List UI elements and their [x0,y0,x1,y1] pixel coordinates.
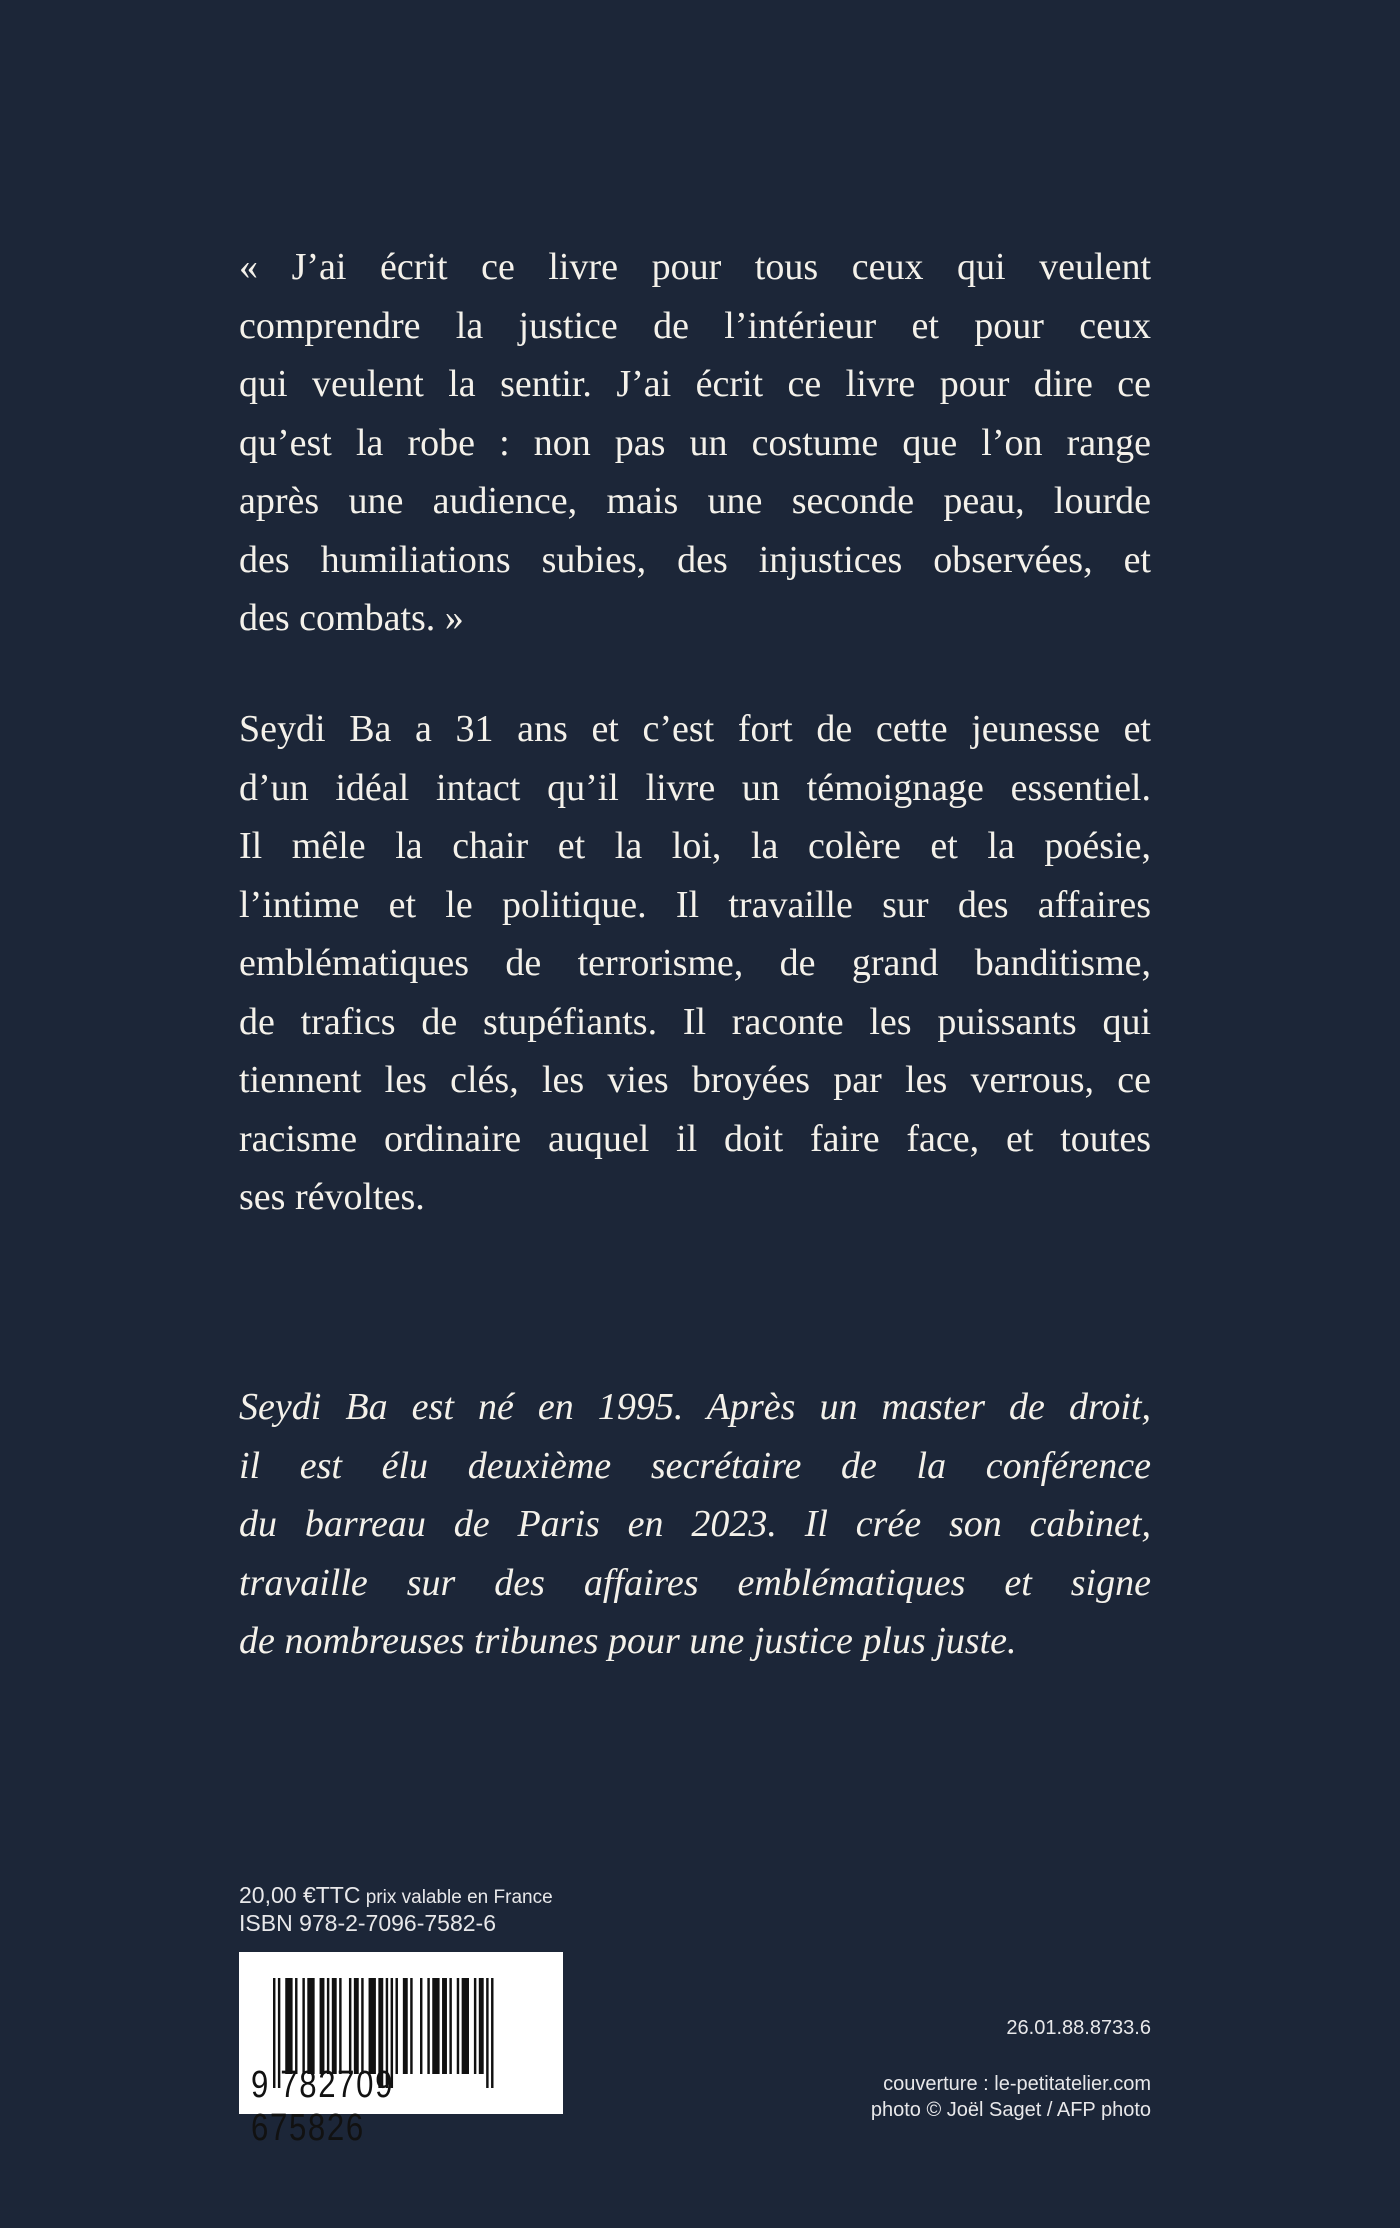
barcode-bar [369,1978,376,2074]
text-line: il est élu deuxième secrétaire de la conférence [239,1444,1151,1487]
barcode-bar [349,1978,351,2074]
product-code: 26.01.88.8733.6 [1006,2017,1151,2039]
barcode-bar [307,1978,314,2074]
text-line: des combats. » [239,597,464,639]
text-line: après une audience, mais une seconde peau, lourde [239,480,1151,522]
barcode-bar [285,1978,292,2074]
barcode-bar [320,1978,325,2074]
barcode-bar [449,1978,451,2074]
barcode-bar [479,1978,484,2074]
text-line: l’intime et le politique. Il travaille sur des affaires [239,883,1151,926]
text-line: du barreau de Paris en 2023. Il crée son cabinet, [239,1503,1151,1545]
barcode-bar [403,1978,408,2074]
quote-paragraph [239,238,1151,648]
text-line: tiennent les clés, les vies broyées par les verrous, ce [239,1059,1151,1101]
text-line: emblématiques de terrorisme, de grand banditisme, [239,942,1151,984]
barcode-bar [361,1978,363,2074]
barcode-bar [442,1978,447,2074]
text-line: travaille sur des affaires emblématiques et signe [239,1561,1151,1604]
barcode-bar [354,1978,359,2074]
barcode-bar [339,1978,341,2074]
text-line: d’un idéal intact qu’il livre un témoignage essentiel. [239,766,1151,809]
text-line: qu’est la robe : non pas un costume que l’on range [239,421,1151,464]
text-line: de nombreuses tribunes pour une justice plus juste. [239,1620,1017,1662]
author-bio [239,1378,1151,1671]
barcode-bar [327,1978,329,2074]
text-line: « J’ai écrit ce livre pour tous ceux qui veulent [239,246,1151,288]
description-paragraph [239,700,1151,1227]
price-amount: 20,00 €TTC [239,1882,361,1908]
barcode-bar [474,1978,476,2074]
barcode-bar [295,1978,297,2074]
text-line: qui veulent la sentir. J’ai écrit ce livre pour dire ce [239,363,1151,405]
barcode-bar [302,1978,304,2074]
text-line: Il mêle la chair et la loi, la colère et la poésie, [239,825,1151,867]
barcode-bar [432,1978,439,2074]
text-line: de trafics de stupéfiants. Il raconte les puissants qui [239,1000,1151,1043]
barcode-digits: 9 782709 675826 [251,2064,395,2149]
text-line: Seydi Ba est né en 1995. Après un master de droit, [239,1386,1151,1428]
text-line: ses révoltes. [239,1176,425,1218]
text-line: racisme ordinaire auquel il doit faire face, et toutes [239,1117,1151,1160]
barcode [239,1952,563,2149]
barcode-bar [462,1978,469,2074]
barcode-bar [332,1978,337,2074]
text-line: Seydi Ba a 31 ans et c’est fort de cette jeunesse et [239,708,1151,750]
barcode-bar [457,1978,459,2074]
cover-credit: couverture : le-petitatelier.com [883,2073,1151,2095]
isbn: ISBN 978-2-7096-7582-6 [239,1910,496,1936]
barcode-bar [410,1978,412,2074]
text-line: des humiliations subies, des injustices observées, et [239,538,1151,581]
barcode-bar [427,1978,429,2074]
barcode-bar [420,1978,422,2074]
photo-credit: photo © Joël Saget / AFP photo [870,2099,1151,2121]
barcode-bar [396,1978,398,2074]
price-line [239,1882,553,1909]
text-line: comprendre la justice de l’intérieur et pour ceux [239,304,1151,347]
price-note: prix valable en France [365,1887,553,1908]
